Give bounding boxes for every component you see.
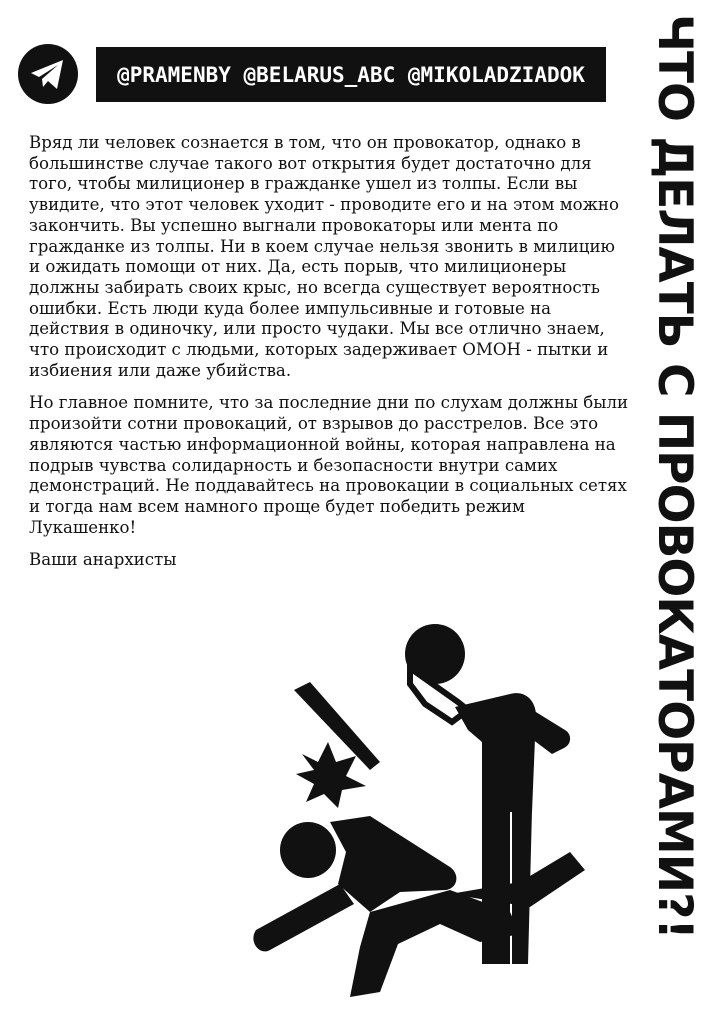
paragraph-1: Вряд ли человек сознается в том, что он провокатор, однако в большинстве случае такого вот открытия будет достаточно для того, чтобы милиционер в гражданке ушел из толпы. Если вы увидите, что этот человек уходит - проводите его и на этом можно закончить. Вы успешно выгнали провокаторы или мента по гражданке из толпы. Ни в коем случае нельзя звонить в милицию и ожидать помощи от них. Да, есть порыв, что милиционеры должны забирать своих крыс, но всегда существует вероятность ошибки. Есть люди куда более импульсивные и готовые на действия в одиночку, или просто чудаки. Мы все отлично знаем, что происходит с людьми, которых задерживает ОМОН - пытки и избиения или даже убийства. xyxy=(29,133,619,380)
telegram-icon xyxy=(18,44,78,104)
victim-head xyxy=(280,822,336,878)
social-handles-banner xyxy=(96,47,606,102)
article-body xyxy=(29,133,629,583)
fallen-figure xyxy=(253,816,585,997)
telegram-plane-glyph xyxy=(18,44,78,104)
vertical-title-strip xyxy=(634,14,714,1014)
signature-line: Ваши анархисты xyxy=(29,550,177,570)
social-handles-text: @PRAMENBY @BELARUS_ABC @MIKOLADZIADOK xyxy=(117,62,585,87)
paragraph-2: Но главное помните, что за последние дни по слухам должны были произойти сотни провокаций, от взрывов до расстрелов. Все это являются частью информационной войны, которая направлена на подрыв чувства солидарность и безопасности внутри самих демонстраций. Не поддавайтесь на провокации в социальных сетях и тогда нам всем намного проще будет победить режим Лукашенко! xyxy=(29,393,629,537)
assault-pictogram xyxy=(220,612,600,1012)
page-title: ЧТО ДЕЛАТЬ С ПРОВОКАТОРАМИ?! xyxy=(647,14,702,939)
victim-arm xyxy=(253,884,354,951)
